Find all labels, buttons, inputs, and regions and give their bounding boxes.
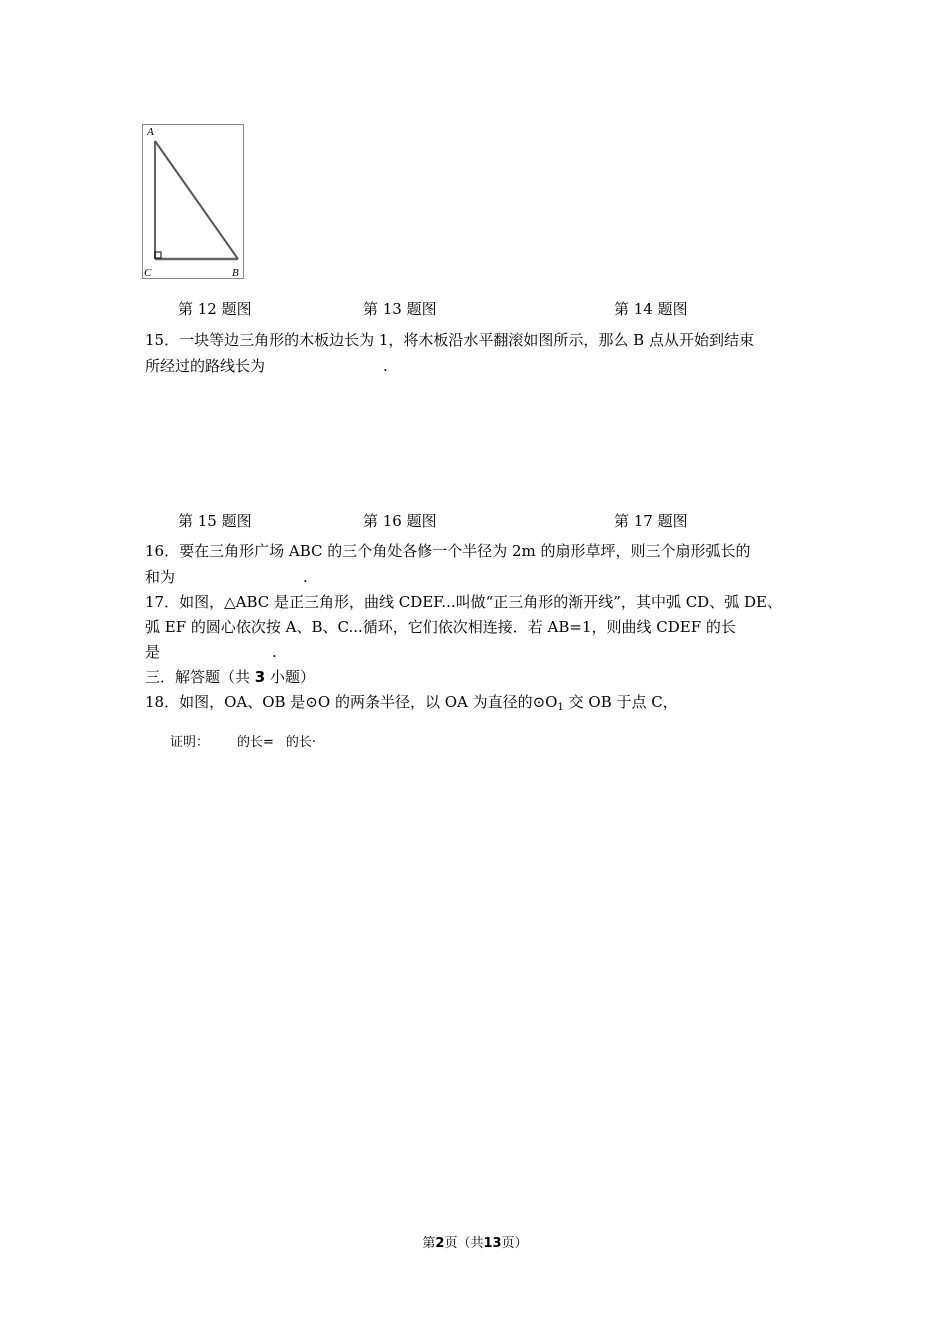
q15-line2 — [145, 356, 388, 376]
caption-fig14: 第 14 题图 — [614, 300, 688, 318]
proof-label: 证明： — [170, 735, 210, 750]
proof-part1: 的长= — [237, 735, 274, 750]
q17-line1: 17．如图，△ABC 是正三角形，曲线 CDEF...叫做“正三角形的渐开线”，其中弧 CD、弧 DE、 — [145, 593, 782, 611]
figure-12-triangle — [142, 124, 245, 280]
caption-fig16: 第 16 题图 — [363, 512, 437, 530]
footer-total: 13 — [483, 1236, 502, 1251]
proof-part2: 的长· — [285, 735, 317, 750]
vertex-label-c: C — [144, 267, 152, 279]
footer-p2: 页（共 — [444, 1236, 484, 1251]
q18-sub: 1 — [557, 702, 564, 713]
q17-line3 — [145, 642, 277, 662]
section3-heading — [145, 667, 315, 687]
figure-frame — [143, 125, 244, 279]
page-footer — [0, 1232, 950, 1251]
q15-text: 所经过的路线长为 — [145, 357, 266, 375]
section3-suffix: 小题） — [265, 668, 315, 686]
q18-main: 18．如图，OA、OB 是⊙O 的两条半径，以 OA 为直径的⊙O — [145, 693, 558, 711]
section3-count: 3 — [254, 668, 266, 686]
q16-text: 和为 — [145, 568, 176, 586]
q17-line2: 弧 EF 的圆心依次按 A、B、C...循环，它们依次相连接．若 AB=1，则曲线 CDEF 的长 — [145, 618, 736, 636]
vertex-label-a: A — [147, 126, 154, 138]
q16-line2 — [145, 567, 308, 587]
vertex-label-b: B — [232, 267, 239, 279]
q17-text: 是 — [145, 643, 161, 661]
footer-p3: 页） — [501, 1236, 528, 1251]
q18-proof — [170, 731, 316, 750]
q18-end: 交 OB 于点 C， — [563, 693, 678, 711]
caption-fig13: 第 13 题图 — [363, 300, 437, 318]
q18-line1 — [145, 692, 678, 718]
q17-blank-end: . — [272, 643, 277, 661]
caption-fig17: 第 17 题图 — [614, 512, 688, 530]
side-ab — [155, 141, 238, 259]
caption-fig12: 第 12 题图 — [178, 300, 252, 318]
section3-prefix: 三．解答题（共 — [145, 668, 255, 686]
q16-blank-end: . — [303, 568, 308, 586]
footer-p1: 第 — [422, 1236, 436, 1251]
q15-line1: 15．一块等边三角形的木板边长为 1，将木板沿水平翻滚如图所示，那么 B 点从开始到结束 — [145, 331, 754, 349]
caption-fig15: 第 15 题图 — [178, 512, 252, 530]
q15-blank-end: . — [383, 357, 388, 375]
footer-page: 2 — [435, 1236, 445, 1251]
q16-line1: 16．要在三角形广场 ABC 的三个角处各修一个半径为 2m 的扇形草坪，则三个扇形弧长的 — [145, 542, 751, 560]
